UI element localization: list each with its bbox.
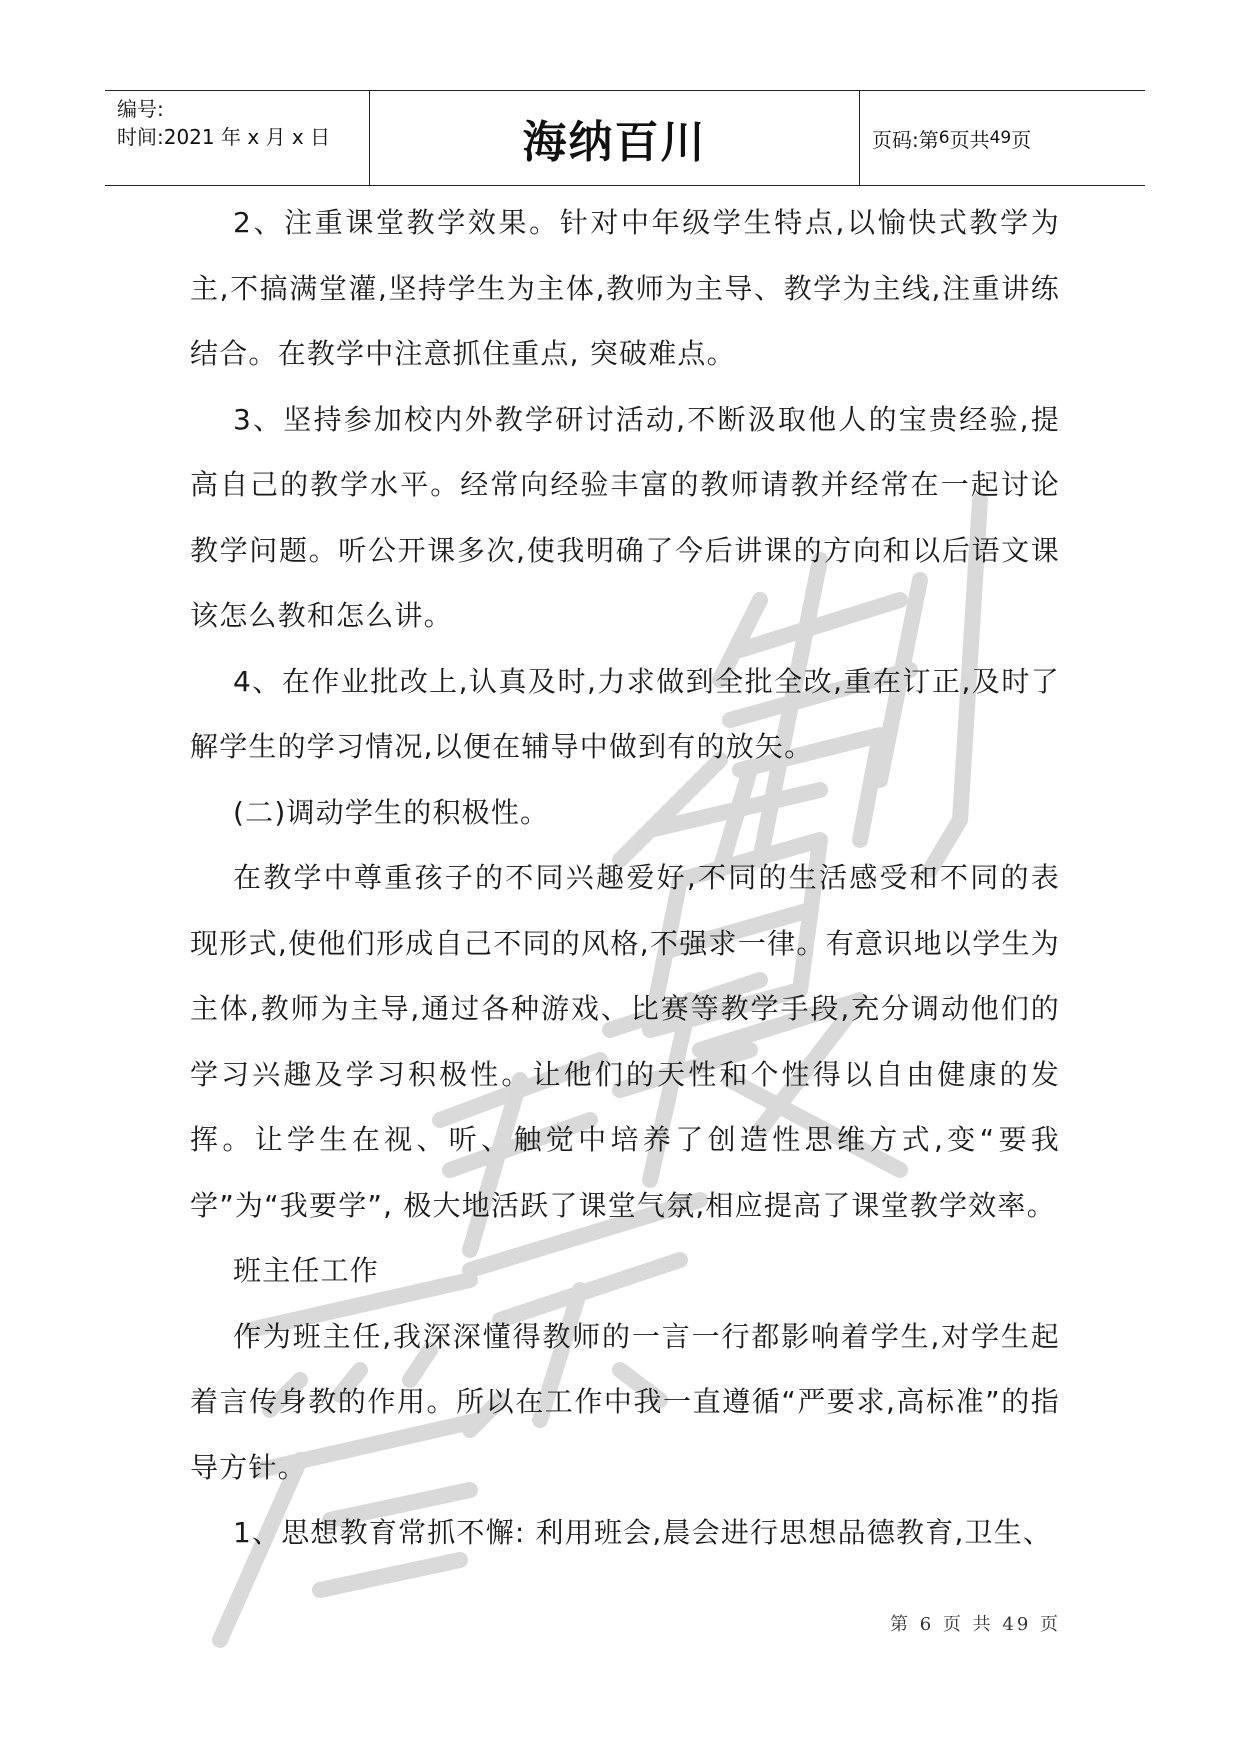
header-info-cell: [105, 91, 370, 185]
section-heading: (二)调动学生的积极性。: [233, 795, 550, 829]
paragraph: 3、坚持参加校内外教学研讨活动,不断汲取他人的宝贵经验,提高自己的教学水平。经常向经验丰富的教师请教并经常在一起讨论教学问题。听公开课多次,使我明确了今后讲课的方向和以后语文课该怎么教和怎么讲。: [190, 402, 1060, 632]
header-title-cell: [370, 91, 860, 185]
document-body: [190, 190, 1060, 1566]
paragraph: 4、在作业批改上,认真及时,力求做到全批全改,重在订正,及时了解学生的学习情况,以便在辅导中做到有的放矢。: [190, 664, 1060, 763]
header-title: 海纳百川: [522, 117, 707, 168]
page-footer: 第 6 页 共 49 页: [890, 1614, 1061, 1635]
header-table: [105, 90, 1145, 186]
paragraph: 作为班主任,我深深懂得教师的一言一行都影响着学生,对学生起着言传身教的作用。所以在工作中我一直遵循“严要求,高标准”的指导方针。: [190, 1319, 1060, 1484]
page-code-total: 49: [989, 128, 1012, 148]
header-page-cell: [860, 91, 1145, 185]
page-code-mid: 页共: [949, 127, 990, 152]
document-number-label: 编号:: [117, 97, 164, 121]
page-code-prefix: 页码:第: [872, 127, 939, 152]
paragraph: 在教学中尊重孩子的不同兴趣爱好,不同的生活感受和不同的表现形式,使他们形成自己不同的风格,不强求一律。有意识地以学生为主体,教师为主导,通过各种游戏、比赛等教学手段,充分调动他们的学习兴趣及学习积极性。让他们的天性和个性得以自由健康的发挥。让学生在视、听、触觉中培养了创造性思维方式,变“要我学”为“我要学”, 极大地活跃了课堂气氛,相应提高了课堂教学效率。: [190, 861, 1060, 1222]
paragraph: 2、注重课堂教学效果。针对中年级学生特点,以愉快式教学为主,不搞满堂灌,坚持学生为主体,教师为主导、教学为主线,注重讲练结合。在教学中注意抓住重点, 突破难点。: [190, 206, 1060, 370]
page-code-suffix: 页: [1011, 127, 1032, 152]
paragraph: 1、思想教育常抓不懈: 利用班会,晨会进行思想品德教育,卫生、: [233, 1516, 1053, 1549]
document-time-label: 时间:2021 年 x 月 x 日: [117, 125, 331, 149]
page-code-current: 6: [938, 128, 950, 148]
section-heading: 班主任工作: [233, 1254, 380, 1287]
